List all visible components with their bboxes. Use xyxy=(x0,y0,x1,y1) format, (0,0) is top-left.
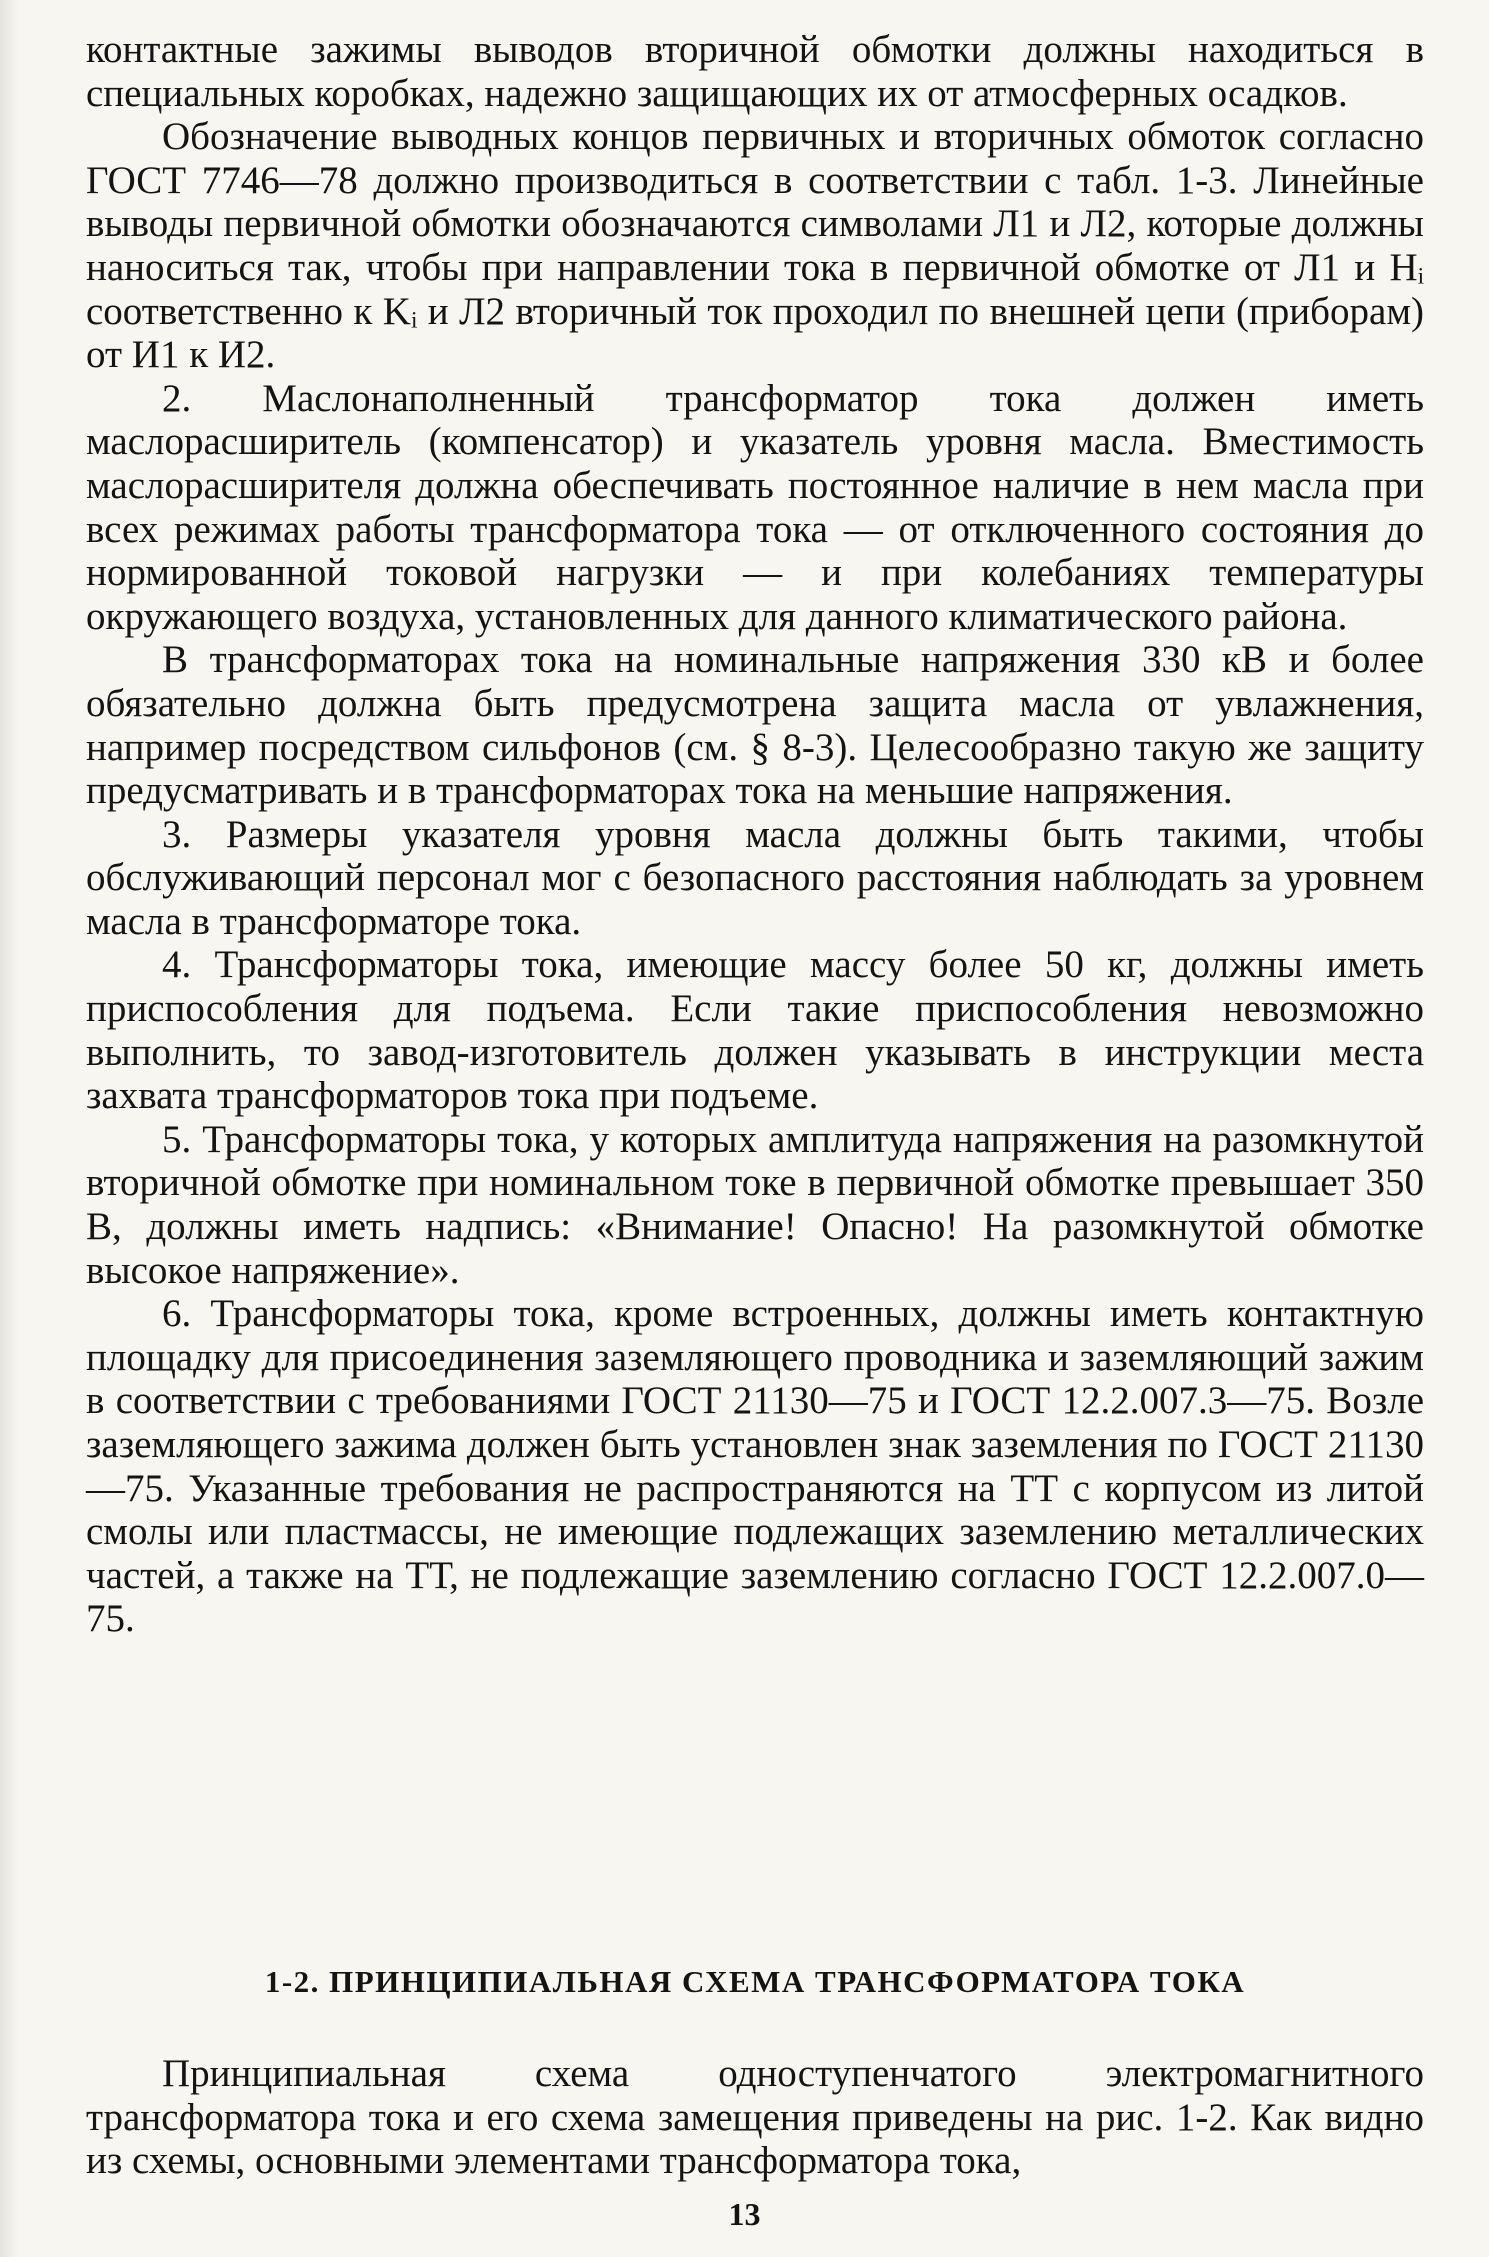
paragraph-item-4: 4. Трансформаторы тока, имеющие массу более 50 кг, должны иметь приспособления для подъема. Если такие приспособления невозможно выполнить, то завод-изготовитель должен указывать в инструкции места захвата трансформаторов тока при подъеме. xyxy=(86,943,1424,1118)
section-body xyxy=(86,2052,1424,2183)
page-number: 13 xyxy=(728,2196,761,2232)
paragraph-item-6: 6. Трансформаторы тока, кроме встроенных, должны иметь контактную площадку для присоединения заземляющего проводника и заземляющий зажим в соответствии с требованиями ГОСТ 21130—75 и ГОСТ 12.2.007.3—75. Возле заземляющего зажима должен быть установлен знак заземления по ГОСТ 21130—75. Указанные требования не распространяются на ТТ с корпусом из литой смолы или пластмассы, не имеющие подлежащих заземлению металлических частей, а также на ТТ, не подлежащие заземлению согласно ГОСТ 12.2.007.0—75. xyxy=(86,1292,1424,1641)
body-text xyxy=(86,28,1424,1641)
paragraph-protection: В трансформаторах тока на номинальные напряжения 330 кВ и более обязательно должна быть предусмотрена защита масла от увлажнения, например посредством сильфонов (см. § 8-3). Целесообразно такую же защиту предусматривать и в трансформаторах тока на меньшие напряжения. xyxy=(86,638,1424,813)
paragraph-designation: Обозначение выводных концов первичных и вторичных обмоток согласно ГОСТ 7746—78 должно производиться в соответствии с табл. 1-3. Линейные выводы первичной обмотки обозначаются символами Л1 и Л2, которые должны наноситься так, чтобы при направлении тока в первичной обмотке от Л1 и Hᵢ соответственно к Kᵢ и Л2 вторичный ток проходил по внешней цепи (приборам) от И1 к И2. xyxy=(86,115,1424,377)
paragraph-item-5: 5. Трансформаторы тока, у которых амплитуда напряжения на разомкнутой вторичной обмотке при номинальном токе в первичной обмотке превышает 350 В, должны иметь надпись: «Внимание! Опасно! На разомкнутой обмотке высокое напряжение». xyxy=(86,1117,1424,1292)
section-heading: 1-2. ПРИНЦИПИАЛЬНАЯ СХЕМА ТРАНСФОРМАТОРА ТОКА xyxy=(264,1964,1246,1999)
paragraph-continuation: контактные зажимы выводов вторичной обмотки должны находиться в специальных коробках, надежно защищающих их от атмосферных осадков. xyxy=(86,28,1424,115)
paragraph-item-3: 3. Размеры указателя уровня масла должны быть такими, чтобы обслуживающий персонал мог с безопасного расстояния наблюдать за уровнем масла в трансформаторе тока. xyxy=(86,812,1424,943)
page-edge-shadow xyxy=(0,0,18,2257)
section-paragraph: Принципиальная схема одноступенчатого электромагнитного трансформатора тока и его схема замещения приведены на рис. 1-2. Как видно из схемы, основными элементами трансформатора тока, xyxy=(86,2052,1424,2183)
paragraph-item-2: 2. Маслонаполненный трансформатор тока должен иметь маслорасширитель (компенсатор) и указатель уровня масла. Вместимость маслорасширителя должна обеспечивать постоянное наличие в нем масла при всех режимах работы трансформатора тока — от отключенного состояния до нормированной токовой нагрузки — и при колебаниях температуры окружающего воздуха, установленных для данного климатического района. xyxy=(86,376,1424,638)
